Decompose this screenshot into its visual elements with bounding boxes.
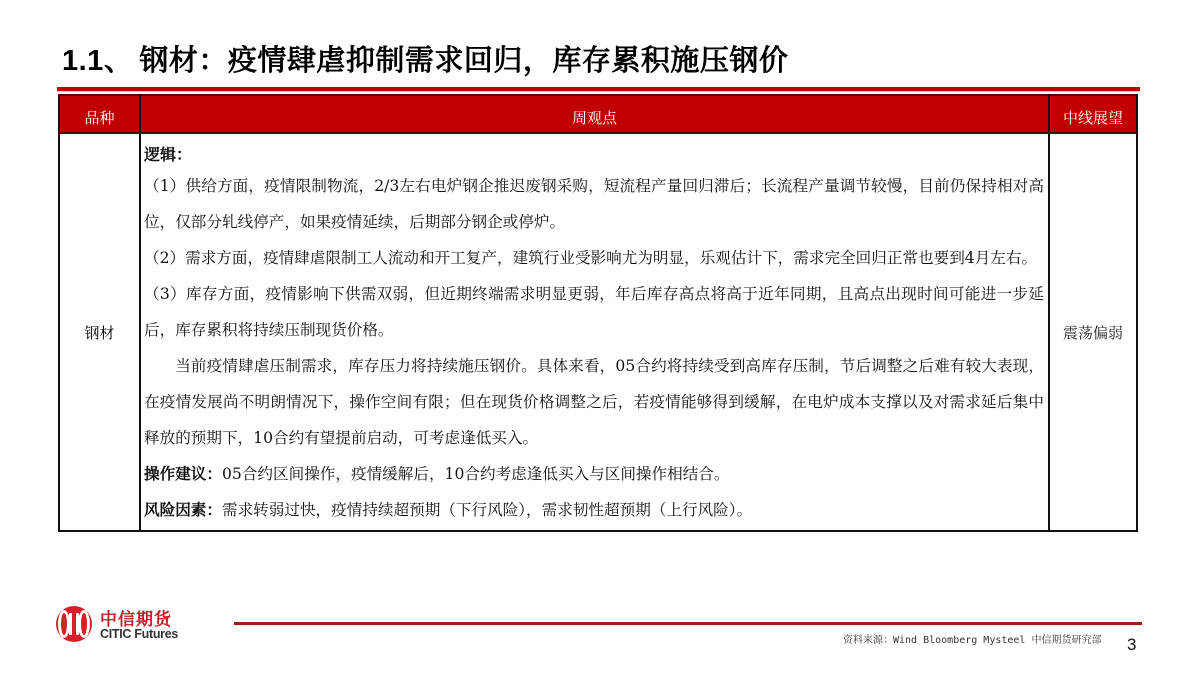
logo-chinese-name: 中信期货 [100, 610, 172, 630]
header-mid-term-outlook: 中线展望 [1049, 95, 1137, 133]
top-divider [57, 87, 1140, 92]
citic-emblem-icon [56, 606, 92, 642]
table-header-row [59, 95, 1137, 133]
header-weekly-view: 周观点 [140, 95, 1049, 133]
section-number: 1.1、 [62, 45, 134, 77]
variety-cell: 钢材 [59, 133, 140, 531]
risk-label: 风险因素： [144, 501, 222, 519]
outlook-cell: 震荡偏弱 [1049, 133, 1137, 531]
inventory-paragraph: （3）库存方面，疫情影响下供需双弱，但近期终端需求明显更弱，年后库存高点将高于近年同期，且高点出现时间可能进一步延后，库存累积将持续压制现货价格。 [144, 285, 1044, 339]
weekly-view-table [58, 94, 1138, 532]
logo-english-name: CITIC Futures [100, 627, 179, 641]
weekly-view-cell [140, 133, 1049, 531]
citic-futures-logo [56, 605, 196, 645]
page-number: 3 [1127, 635, 1137, 654]
table-row [59, 133, 1137, 531]
summary-paragraph: 当前疫情肆虐压制需求，库存压力将持续施压钢价。具体来看，05合约将持续受到高库存压制，节后调整之后难有较大表现，在疫情发展尚不明朗情况下，操作空间有限；但在现货价格调整之后，若疫情能够得到缓解，在电炉成本支撑以及对需求延后集中释放的预期下，10合约有望提前启动，可考虑逢低买入。 [144, 357, 1044, 447]
demand-paragraph: （2）需求方面，疫情肆虐限制工人流动和开工复产，建筑行业受影响尤为明显，乐观估计下，需求完全回归正常也要到4月左右。 [144, 249, 1038, 267]
page-title [62, 38, 788, 79]
header-variety: 品种 [59, 95, 140, 133]
bottom-divider [234, 622, 1142, 625]
data-source-note: 资料来源：Wind Bloomberg Mysteel 中信期货研究部 [843, 635, 1102, 646]
risk-text: 需求转弱过快，疫情持续超预期（下行风险），需求韧性超预期（上行风险）。 [221, 501, 753, 519]
risk-paragraph [144, 492, 1044, 528]
suggestion-label: 操作建议： [144, 465, 222, 483]
suggestion-text: 05合约区间操作，疫情缓解后，10合约考虑逢低买入与区间操作相结合。 [221, 465, 730, 483]
supply-paragraph: （1）供给方面，疫情限制物流，2/3左右电炉钢企推迟废钢采购，短流程产量回归滞后；长流程产量调节较慢，目前仍保持相对高位，仅部分轧线停产，如果疫情延续，后期部分钢企或停炉。 [144, 177, 1044, 231]
title-text: 钢材：疫情肆虐抑制需求回归，库存累积施压钢价 [139, 43, 789, 77]
suggestion-paragraph [144, 456, 1044, 492]
logic-heading: 逻辑： [144, 145, 193, 164]
